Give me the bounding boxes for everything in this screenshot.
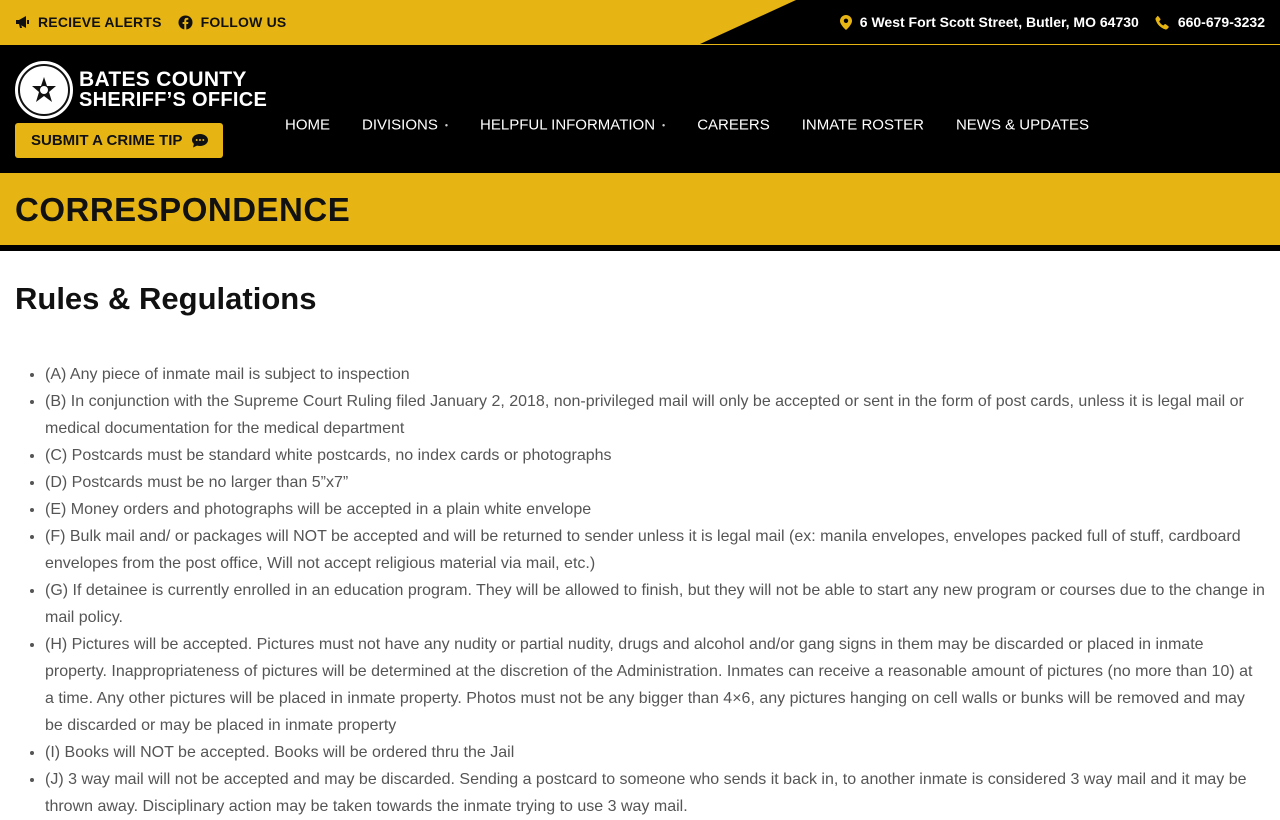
page-title-banner bbox=[0, 173, 1280, 251]
logo-line-1: BATES COUNTY bbox=[79, 68, 247, 91]
nav-item-news-updates[interactable] bbox=[956, 117, 1089, 134]
address-info bbox=[840, 14, 1139, 30]
nav-item-label: INMATE ROSTER bbox=[801, 116, 924, 134]
top-bar-contact-info bbox=[840, 0, 1265, 44]
megaphone-icon bbox=[15, 15, 30, 29]
rule-item: • (B) In conjunction with the Supreme Court Ruling filed January 2, 2018, non-privileged mail will only be accepted or sent in the form of post cards, unless it is legal mail or medical documentation for the medical department bbox=[45, 388, 1265, 442]
rule-item: • (E) Money orders and photographs will be accepted in a plain white envelope bbox=[45, 496, 1265, 523]
logo-text bbox=[79, 69, 267, 111]
phone-link[interactable] bbox=[1155, 14, 1265, 30]
receive-alerts-label: RECIEVE ALERTS bbox=[38, 14, 162, 30]
receive-alerts-link[interactable] bbox=[15, 14, 162, 30]
rules-list bbox=[15, 361, 1265, 820]
nav-item-inmate-roster[interactable] bbox=[802, 117, 924, 134]
nav-item-label: HOME bbox=[285, 116, 330, 134]
dropdown-indicator-icon: • bbox=[662, 120, 666, 130]
rule-item: • (A) Any piece of inmate mail is subject to inspection bbox=[45, 361, 1265, 388]
follow-us-link[interactable] bbox=[178, 14, 287, 30]
rule-item: • (H) Pictures will be accepted. Pictures must not have any nudity or partial nudity, drugs and alcohol and/or gang signs in them may be discarded or placed in inmate property. Inappropriateness of pictures will be determined at the discretion of the Administration. Inmates can receive a reasonable amount of pictures (no more than 10) at a time. Any other pictures will be placed in inmate property. Photos must not be any bigger than 4×6, any pictures hanging on cell walls or bunks will be removed and may be discarded or may be placed in inmate property bbox=[45, 631, 1265, 739]
crime-tip-label: SUBMIT A CRIME TIP bbox=[31, 132, 183, 149]
dropdown-indicator-icon: • bbox=[444, 120, 449, 130]
sheriff-star-icon bbox=[29, 75, 59, 105]
rule-item: • (G) If detainee is currently enrolled in an education program. They will be allowed to finish, but they will not be able to start any new program or courses due to the change in mail policy. bbox=[45, 577, 1265, 631]
top-bar bbox=[0, 0, 1280, 45]
site-logo[interactable] bbox=[15, 61, 267, 119]
rule-item: • (J) 3 way mail will not be accepted and may be discarded. Sending a postcard to someone who sends it back in, to another inmate is considered 3 way mail and it may be thrown away. Disciplinary action may be taken towards the inmate trying to use 3 way mail. bbox=[45, 766, 1265, 820]
submit-crime-tip-button[interactable] bbox=[15, 123, 223, 158]
nav-item-careers[interactable] bbox=[697, 117, 770, 134]
nav-item-label: HELPFUL INFORMATION bbox=[480, 116, 656, 134]
chat-bubble-icon bbox=[192, 134, 208, 148]
nav-item-label: DIVISIONS bbox=[362, 116, 438, 134]
rule-item: • (F) Bulk mail and/ or packages will NOT be accepted and will be returned to sender unless it is legal mail (ex: manila envelopes, envelopes packed full of stuff, cardboard envelopes from the post office, Will not accept religious material via mail, etc.) bbox=[45, 523, 1265, 577]
nav-item-label: CAREERS bbox=[697, 116, 770, 134]
address-text: 6 West Fort Scott Street, Butler, MO 64730 bbox=[859, 14, 1139, 30]
rule-item: • (D) Postcards must be no larger than 5”x7” bbox=[45, 469, 1265, 496]
page-title: CORRESPONDENCE bbox=[15, 191, 351, 228]
map-pin-icon bbox=[840, 15, 852, 30]
top-bar-left-links bbox=[15, 0, 286, 44]
rule-item: • (I) Books will NOT be accepted. Books will be ordered thru the Jail bbox=[45, 739, 1265, 766]
phone-icon bbox=[1155, 15, 1170, 30]
rule-item: • (C) Postcards must be standard white postcards, no index cards or photographs bbox=[45, 442, 1265, 469]
facebook-icon bbox=[178, 15, 193, 30]
main-content bbox=[0, 251, 1280, 820]
nav-item-divisions[interactable] bbox=[362, 117, 448, 134]
nav-item-helpful-information[interactable] bbox=[480, 117, 665, 134]
main-nav bbox=[285, 117, 1121, 134]
nav-item-label: NEWS & UPDATES bbox=[955, 116, 1090, 134]
nav-item-home[interactable] bbox=[285, 117, 330, 134]
follow-us-label: FOLLOW US bbox=[200, 14, 287, 30]
phone-text: 660-679-3232 bbox=[1177, 14, 1265, 30]
sheriff-seal-icon bbox=[15, 61, 73, 119]
section-heading: Rules & Regulations bbox=[15, 281, 317, 316]
site-header bbox=[0, 45, 1280, 173]
logo-line-2: SHERIFF’S OFFICE bbox=[79, 89, 268, 111]
